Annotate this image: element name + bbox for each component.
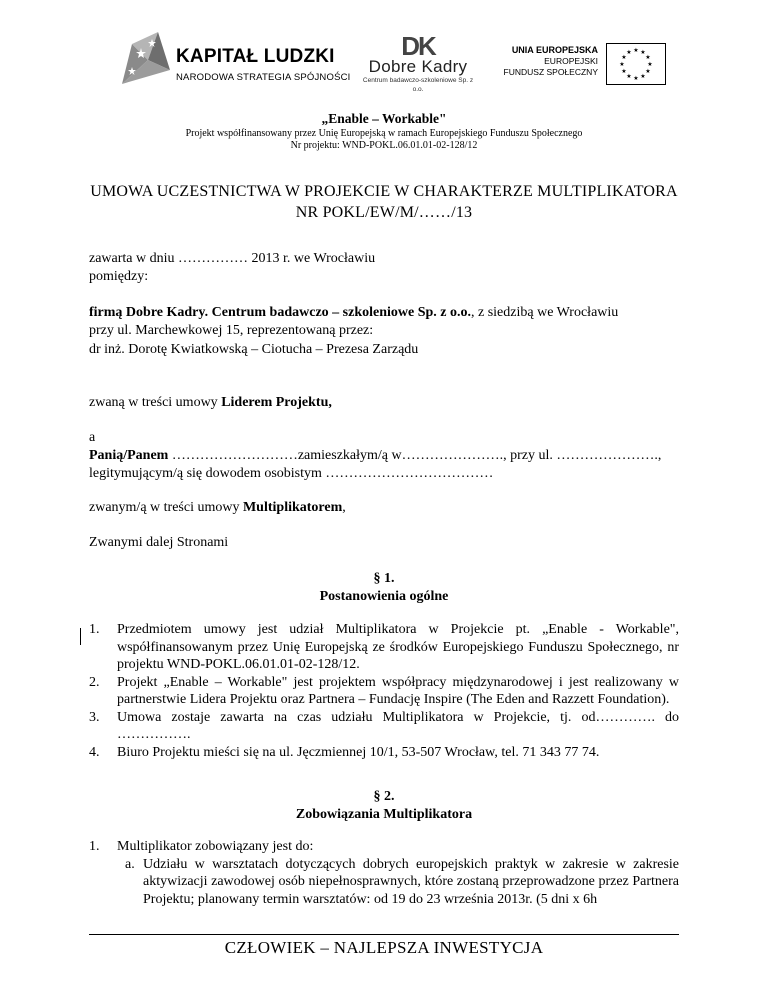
- contract-heading-line-1: UMOWA UCZESTNICTWA W PROJEKCIE W CHARAKTERZE MULTIPLIKATORA: [90, 183, 678, 200]
- footer-slogan: CZŁOWIEK – NAJLEPSZA INWESTYCJA: [224, 938, 544, 957]
- list-item-number: 3.: [89, 709, 100, 725]
- intro-date-line: zawarta w dniu …………… 2013 r. we Wrocławiu: [89, 251, 376, 266]
- kapital-ludzki-title: KAPITAŁ LUDZKI: [176, 46, 335, 67]
- section-2-list: [89, 838, 679, 908]
- leader-term: Liderem Projektu,: [221, 395, 332, 410]
- leader-paragraph: [89, 394, 679, 412]
- representative: dr inż. Dorotę Kwiatkowską – Ciotucha – Prezesa Zarządu: [89, 342, 419, 357]
- firm-address: przy ul. Marchewkowej 15, reprezentowaną przez:: [89, 323, 374, 338]
- footer-divider: [89, 934, 679, 935]
- list-item-text: Biuro Projektu mieści się na ul. Jęczmiennej 10/1, 53-507 Wrocław, tel. 71 343 77 74.: [117, 744, 600, 760]
- intro-between: pomiędzy:: [89, 269, 149, 284]
- list-item: [89, 709, 679, 744]
- svg-text:★: ★: [621, 54, 627, 61]
- project-title: „Enable – Workable": [321, 111, 447, 126]
- svg-text:★: ★: [645, 54, 651, 61]
- svg-text:★: ★: [647, 61, 653, 68]
- section-1-number: § 1.: [373, 571, 395, 586]
- list-item-text: Projekt „Enable – Workable" jest projektem współpracy międzynarodowej i jest realizowany w partnerstwie Lidera Projektu oraz Partnera – Fundację Inspire (The Eden and Razzett Foundation).: [117, 674, 679, 707]
- svg-text:★: ★: [633, 75, 639, 82]
- firm-seat: , z siedzibą we Wrocławiu: [471, 305, 619, 320]
- change-bar: [80, 628, 81, 645]
- list-item-text: Multiplikator zobowiązany jest do:: [117, 839, 314, 854]
- kapital-ludzki-subtitle: NARODOWA STRATEGIA SPÓJNOŚCI: [176, 72, 351, 83]
- section-2-heading: [0, 788, 768, 824]
- section-2-number: § 2.: [373, 789, 395, 804]
- list-item: [89, 674, 679, 709]
- svg-text:★: ★: [626, 49, 632, 56]
- contract-heading-line-2: NR POKL/EW/M/……/13: [295, 204, 473, 221]
- sub-list-item-letter: a.: [125, 856, 135, 872]
- svg-text:★: ★: [619, 61, 625, 68]
- dobre-kadry-name: Dobre Kadry: [368, 57, 468, 76]
- dobre-kadry-logo: [358, 31, 478, 94]
- eu-text-block: [488, 45, 598, 78]
- eu-line-1: UNIA EUROPEJSKA: [511, 45, 598, 55]
- section-1-list: [89, 621, 679, 761]
- list-item: [89, 838, 679, 856]
- dobre-kadry-subtitle: Centrum badawczo-szkoleniowe Sp. z o.o.: [362, 77, 474, 93]
- multiplier-prefix: zwanym/ą w treści umowy: [89, 500, 243, 515]
- project-number: Nr projektu: WND-POKL.06.01.01-02-128/12: [290, 140, 478, 151]
- list-item: [89, 621, 679, 674]
- eu-flag-icon: [606, 43, 666, 85]
- project-info: [0, 128, 768, 152]
- section-2-title: Zobowiązania Multiplikatora: [295, 807, 473, 822]
- svg-text:★: ★: [626, 73, 632, 80]
- contract-heading: [0, 181, 768, 223]
- firm-name: firmą Dobre Kadry. Centrum badawczo – szkoleniowe Sp. z o.o.: [89, 305, 471, 320]
- kapital-ludzki-emblem-icon: [118, 30, 174, 88]
- multiplier-term: Multiplikatorem: [242, 500, 343, 515]
- multiplier-paragraph: [89, 499, 679, 517]
- leader-prefix: zwaną w treści umowy: [89, 395, 222, 410]
- person-title: Panią/Panem: [89, 448, 169, 463]
- svg-text:★: ★: [640, 73, 646, 80]
- svg-text:★: ★: [640, 49, 646, 56]
- dobre-kadry-mark: DK: [401, 31, 435, 61]
- sub-list-item-text: Udziału w warsztatach dotyczących dobrych europejskich praktyk w zakresie w zakresie aktywizacji zawodowej osób niepełnosprawnych, które zostaną przeprowadzone przez Partnera Projektu; planowany termin warsztatów: od 19 do 23 września 2013r. (5 dni x 6h: [143, 856, 679, 907]
- list-item-number: 1.: [89, 839, 100, 854]
- person-paragraph: [89, 447, 679, 483]
- intro-date: [89, 250, 679, 286]
- svg-text:★: ★: [633, 47, 639, 54]
- list-item-number: 2.: [89, 674, 100, 690]
- svg-text:★: ★: [645, 68, 651, 75]
- and-word: a: [89, 430, 96, 445]
- eu-line-2: EUROPEJSKI: [544, 56, 598, 66]
- list-item-number: 1.: [89, 622, 100, 637]
- section-1-title: Postanowienia ogólne: [319, 589, 449, 604]
- person-id: legitymującym/ą się dowodem osobistym ………………………………: [89, 466, 494, 481]
- section-1-heading: [0, 570, 768, 606]
- firm-paragraph: [89, 304, 679, 340]
- list-item-text: Umowa zostaje zawarta na czas udziału Multiplikatora w Projekcie, tj. od…………. do …………….: [117, 709, 679, 742]
- parties: Zwanymi dalej Stronami: [89, 535, 229, 550]
- eu-line-3: FUNDUSZ SPOŁECZNY: [503, 67, 598, 77]
- list-item-number: 4.: [89, 744, 100, 760]
- person-residence: ………………………zamieszkałym/ą w…………………., przy ul. ………………….,: [168, 448, 662, 463]
- svg-text:★: ★: [621, 68, 627, 75]
- list-item: [89, 744, 679, 762]
- list-item-text: Przedmiotem umowy jest udział Multiplikatora w Projekcie pt. „Enable - Workable", współfinansowanym przez Unię Europejską ze środków Europejskiego Funduszu Społecznego, nr projektu WND-POKL.06.01.01-02-128/12.: [117, 622, 679, 672]
- multiplier-comma: ,: [342, 500, 346, 515]
- sub-list-item: [89, 856, 679, 909]
- project-cofinanced: Projekt współfinansowany przez Unię Europejską w ramach Europejskiego Funduszu Społecznego: [185, 128, 583, 139]
